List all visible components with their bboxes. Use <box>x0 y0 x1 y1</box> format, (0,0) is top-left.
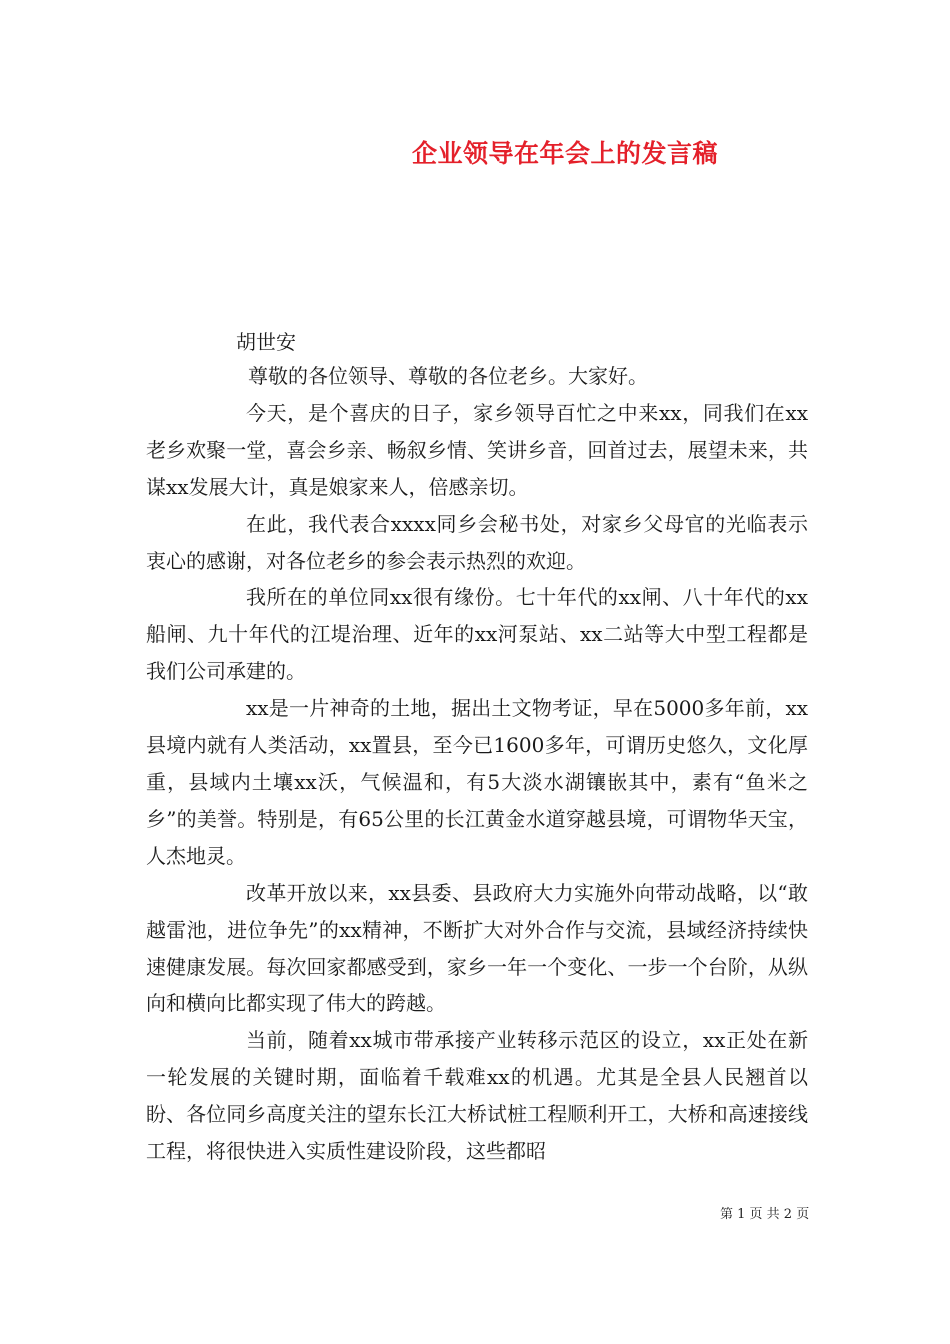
paragraph-greeting: 尊敬的各位领导、尊敬的各位老乡。大家好。 <box>248 364 648 388</box>
paragraph: xx是一片神奇的土地，据出土文物考证，早在5000多年前，xx县境内就有人类活动，xx置县，至今已1600多年，可谓历史悠久，文化厚重，县域内土壤xx沃，气候温和，有5大淡水湖镶嵌其中，素有“鱼米之乡”的美誉。特别是，有65公里的长江黄金水道穿越县境，可谓物华天宝，人杰地灵。 <box>146 696 808 868</box>
paragraph: 在此，我代表合xxxx同乡会秘书处，对家乡父母官的光临表示衷心的感谢，对各位老乡的参会表示热烈的欢迎。 <box>146 511 808 573</box>
paragraph: 当前，随着xx城市带承接产业转移示范区的设立，xx正处在新一轮发展的关键时期，面临着千载难xx的机遇。尤其是全县人民翘首以盼、各位同乡高度关注的望东长江大桥试桩工程顺利开工，大桥和高速接线工程，将很快进入实质性建设阶段，这些都昭 <box>146 1028 808 1164</box>
page-number-footer: 第 1 页 共 2 页 <box>720 1207 810 1222</box>
author-name: 胡世安 <box>236 330 296 354</box>
document-title: 企业领导在年会上的发言稿 <box>412 139 719 168</box>
document-body <box>146 358 808 1170</box>
paragraph: 我所在的单位同xx很有缘份。七十年代的xx闸、八十年代的xx船闸、九十年代的江堤治理、近年的xx河泵站、xx二站等大中型工程都是我们公司承建的。 <box>146 585 808 684</box>
paragraph: 改革开放以来，xx县委、县政府大力实施外向带动战略，以“敢越雷池，进位争先”的xx精神，不断扩大对外合作与交流，县域经济持续快速健康发展。每次回家都感受到，家乡一年一个变化、一步一个台阶，从纵向和横向比都实现了伟大的跨越。 <box>146 880 808 1016</box>
paragraph: 今天，是个喜庆的日子，家乡领导百忙之中来xx，同我们在xx老乡欢聚一堂，喜会乡亲、畅叙乡情、笑讲乡音，回首过去，展望未来，共谋xx发展大计，真是娘家来人，倍感亲切。 <box>146 400 808 499</box>
